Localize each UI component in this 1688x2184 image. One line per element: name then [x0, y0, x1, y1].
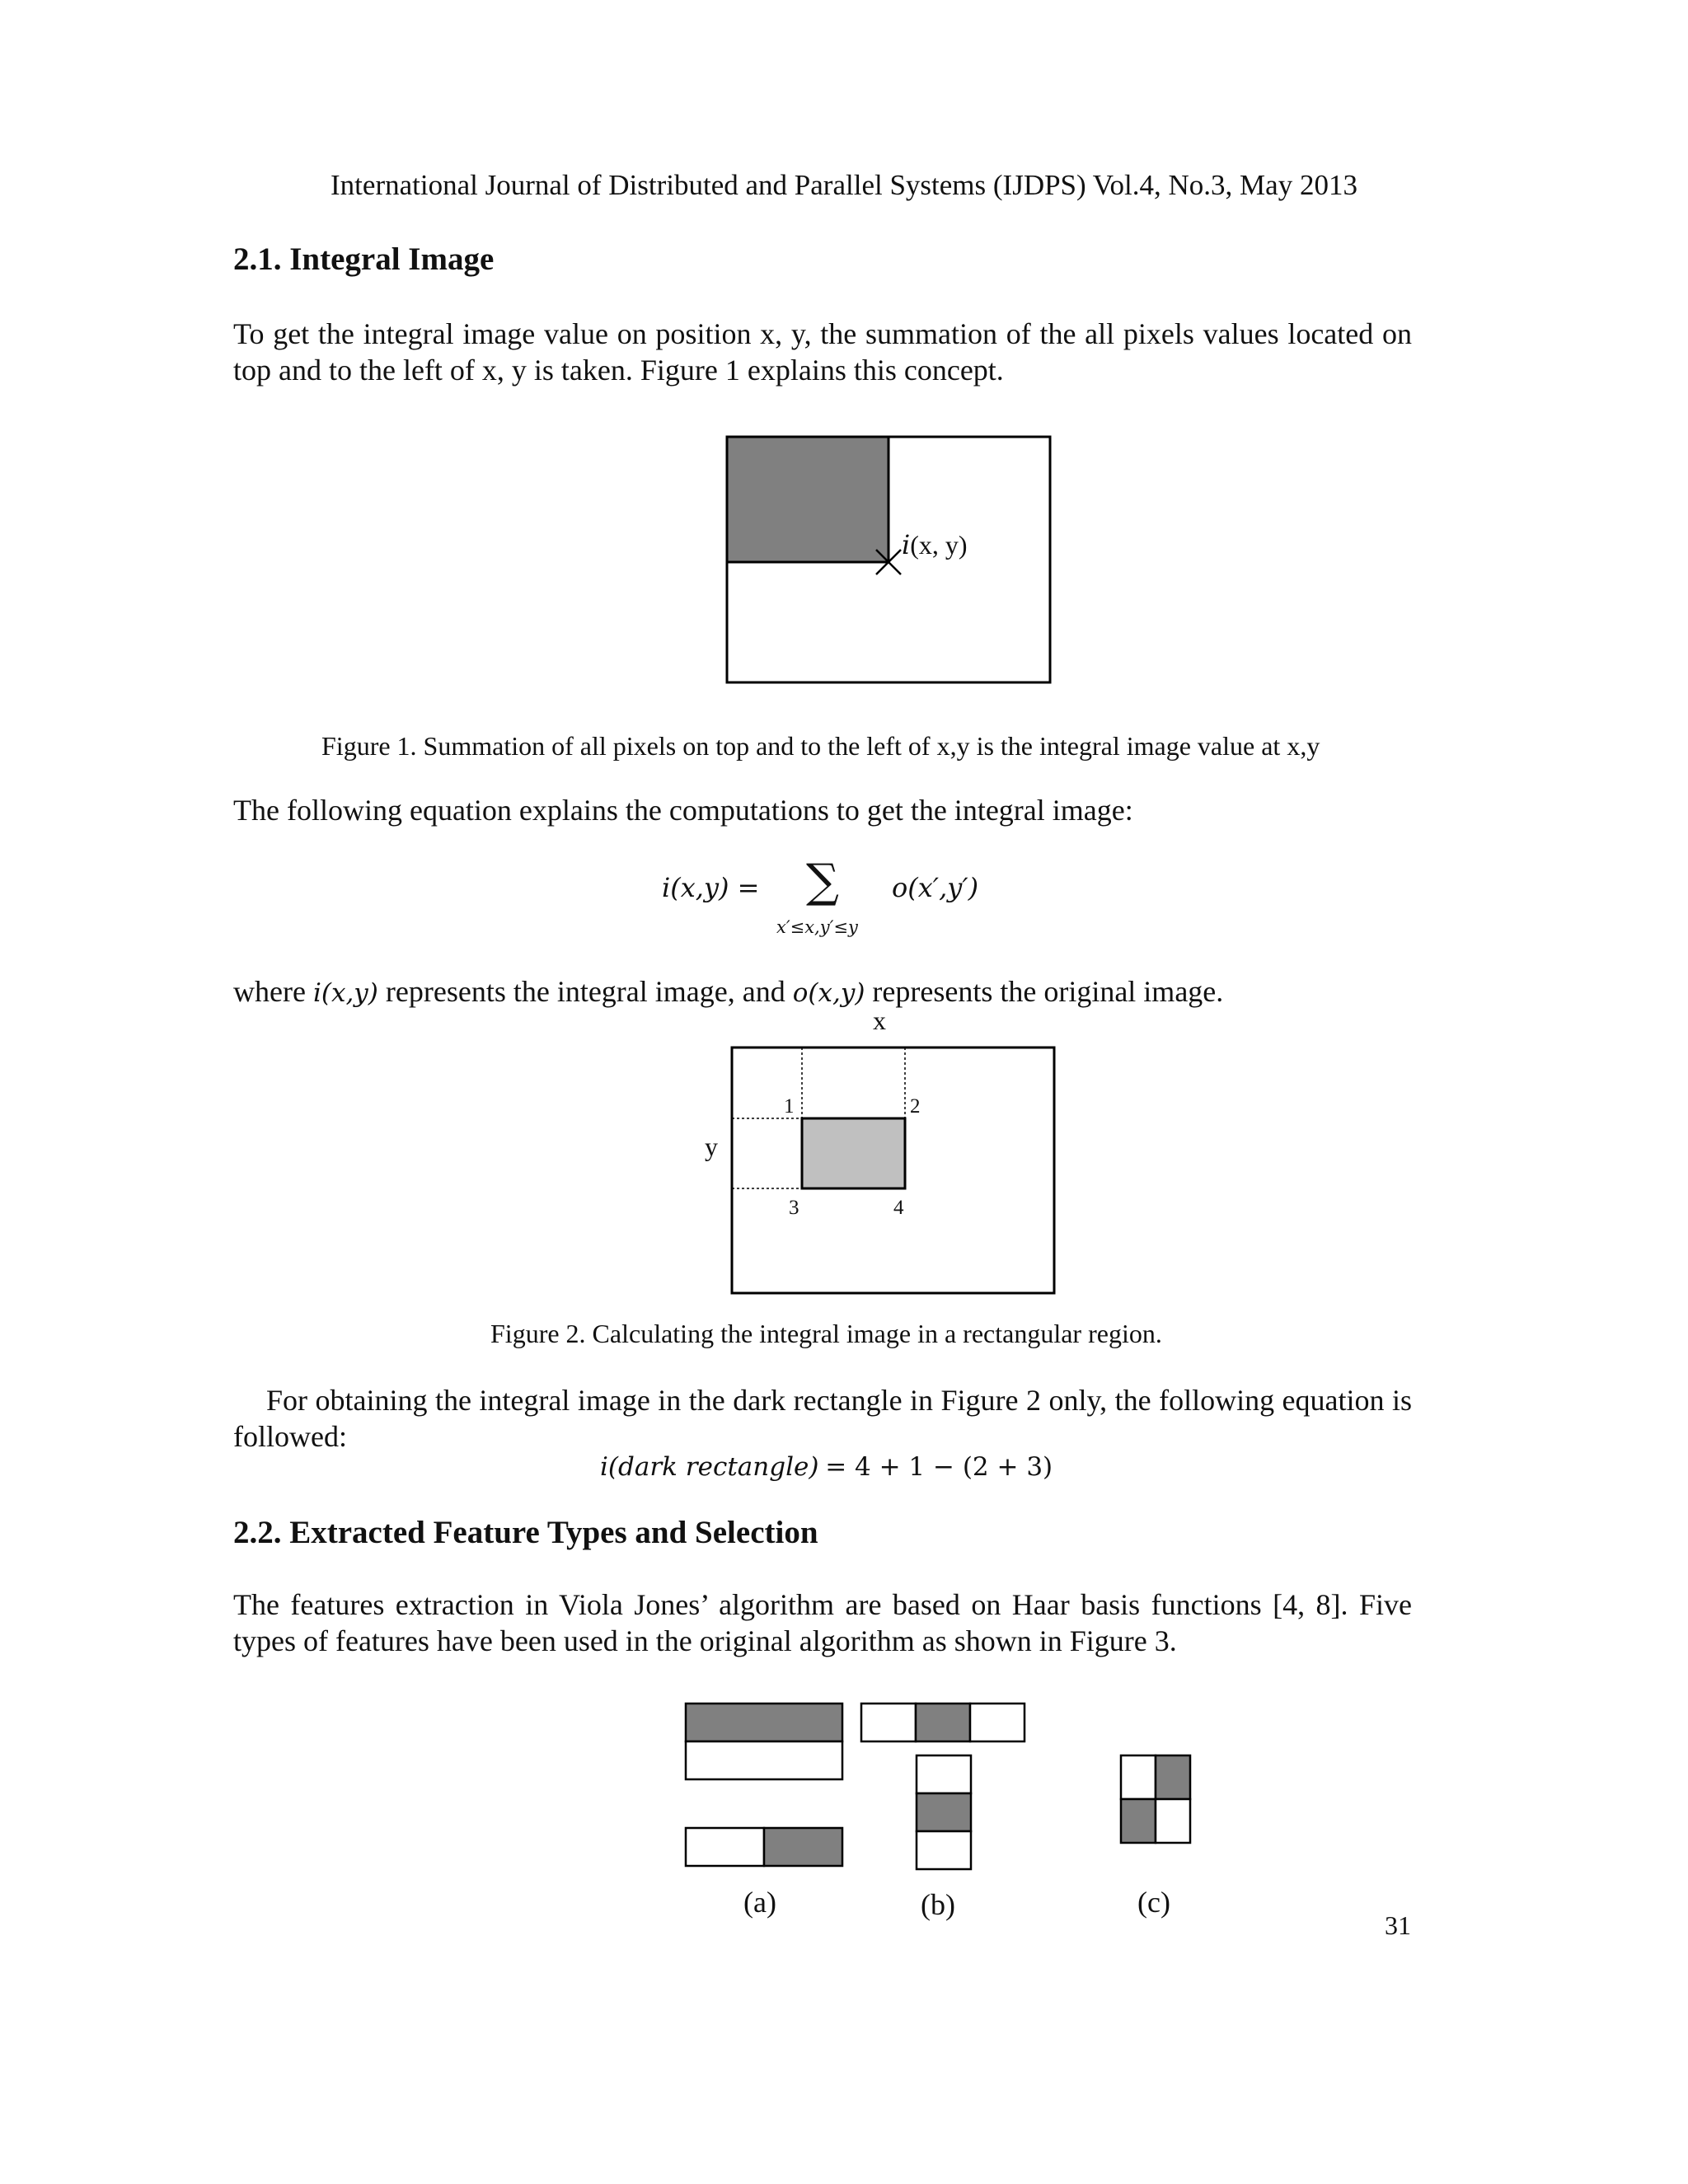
equation-intro: The following equation explains the computations to get the integral image: — [233, 794, 1133, 827]
figure-1-point-label: i(x, y) — [902, 529, 968, 560]
feature-a-bottom-light — [686, 1828, 764, 1866]
figure-2-x-label: x — [873, 1005, 886, 1035]
feature-a-bottom-dark — [764, 1828, 842, 1866]
feature-c-bottom-right — [1156, 1799, 1190, 1843]
figure-1-summed-region — [727, 437, 889, 562]
figure-2-caption: Figure 2. Calculating the integral image in a rectangular region. — [490, 1319, 1162, 1348]
figure-2-dark-rectangle — [802, 1118, 905, 1188]
feature-b-top-middle — [916, 1704, 970, 1741]
figure-2-corner-2: 2 — [910, 1095, 921, 1118]
figure-2-y-label: y — [705, 1132, 718, 1161]
section-2-2-paragraph: The features extraction in Viola Jones’ algorithm are based on Haar basis functions [4, 8]. Five types of features have been used in the original algorithm as shown in Figure 3. — [233, 1588, 1412, 1657]
figure-3-label-c: (c) — [1137, 1886, 1170, 1919]
feature-b-bottom-bottom — [917, 1831, 971, 1869]
journal-header: International Journal of Distributed and Parallel Systems (IJDPS) Vol.4, No.3, May 2013 — [331, 169, 1357, 201]
page-number: 31 — [1385, 1910, 1411, 1940]
feature-c-top-left — [1121, 1755, 1156, 1799]
figure-1-caption: Figure 1. Summation of all pixels on top and to the left of x,y is the integral image value at x,y — [321, 731, 1320, 761]
equation-2: i(dark rectangle) = 4 + 1 − (2 + 3) — [600, 1452, 1053, 1482]
feature-b-bottom-top — [917, 1755, 971, 1793]
dark-rectangle-paragraph: For obtaining the integral image in the dark rectangle in Figure 2 only, the following equation is followed: — [233, 1384, 1412, 1453]
feature-a-top-dark — [686, 1704, 842, 1741]
feature-c-top-right — [1156, 1755, 1190, 1799]
feature-b-bottom-middle — [917, 1793, 971, 1831]
equation-1-lhs: i(x,y) = — [662, 872, 760, 903]
figure-3-label-a: (a) — [743, 1886, 776, 1919]
figure-2 — [725, 1043, 1071, 1302]
where-line: where i(x,y) represents the integral image, and o(x,y) represents the original image. — [233, 975, 1224, 1008]
feature-c-bottom-left — [1121, 1799, 1156, 1843]
section-2-2-title: 2.2. Extracted Feature Types and Selection — [233, 1515, 818, 1550]
figure-2-corner-4: 4 — [893, 1197, 904, 1219]
figure-2-corner-1: 1 — [784, 1095, 795, 1118]
feature-b-top-right — [970, 1704, 1025, 1741]
equation-1-rhs: o(x′,y′) — [892, 872, 979, 903]
feature-b-top-left — [861, 1704, 916, 1741]
figure-1 — [725, 435, 1071, 691]
figure-3 — [676, 1694, 1203, 1883]
section-2-1-title: 2.1. Integral Image — [233, 241, 495, 277]
section-2-1-paragraph: To get the integral image value on position x, y, the summation of the all pixels values located on top and to the left of x, y is taken. Figure 1 explains this concept. — [233, 317, 1412, 387]
figure-2-corner-3: 3 — [789, 1197, 799, 1219]
figure-3-label-b: (b) — [921, 1888, 955, 1921]
feature-a-top-light — [686, 1741, 842, 1779]
equation-1-subscript: x′≤x,y′≤y — [776, 917, 858, 937]
equation-1-sum-symbol: ∑ — [806, 855, 839, 908]
